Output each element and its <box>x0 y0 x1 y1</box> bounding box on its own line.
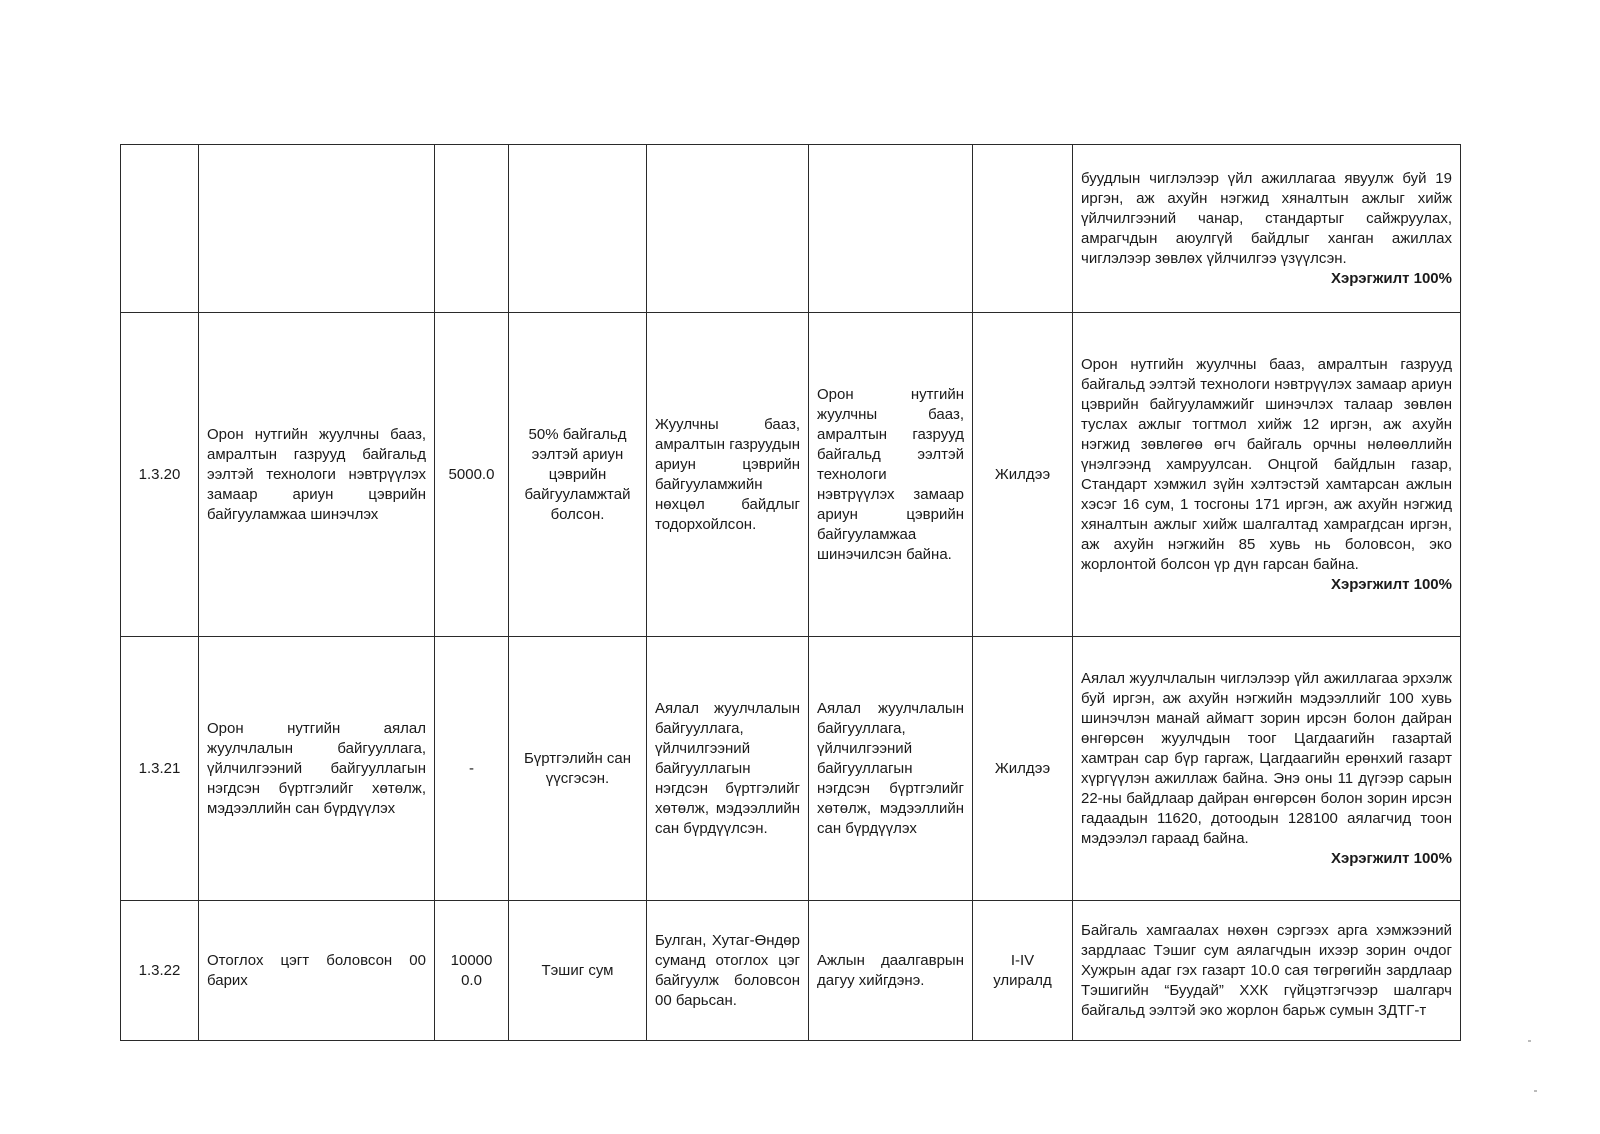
table-row <box>121 313 1461 637</box>
scan-speck <box>1528 1040 1531 1042</box>
report-cell <box>1073 901 1461 1041</box>
report-cell <box>1073 637 1461 901</box>
implementation-status: Хэрэгжилт 100% <box>1330 269 1452 287</box>
report-cell <box>1073 313 1461 637</box>
report-cell <box>1073 145 1461 313</box>
task-cell <box>199 145 435 313</box>
indicator-cell: Бүртгэлийн сан үүсгэсэн. <box>509 637 647 901</box>
table-row <box>121 637 1461 901</box>
budget-cell: - <box>435 637 509 901</box>
row-id <box>121 145 199 313</box>
task-cell: Орон нутгийн аялал жуулчлалын байгууллага, үйлчилгээний байгууллагын нэгдсэн бүртгэлийг хөтөлж, мэдээллийн сан бүрдүүлэх <box>199 637 435 901</box>
indicator-cell <box>509 145 647 313</box>
implementation-status: Хэрэгжилт 100% <box>1330 575 1452 593</box>
task-cell: Отоглох цэгт боловсон 00 барих <box>199 901 435 1041</box>
timeline-cell <box>973 145 1073 313</box>
expected-result-cell: Булган, Хутаг-Өндөр суманд отоглох цэг байгуулж боловсон 00 барьсан. <box>647 901 809 1041</box>
task-cell: Орон нутгийн жуулчны бааз, амралтын газрууд байгальд ээлтэй технологи нэвтрүүлэх замаар ариун цэврийн байгууламжаа шинэчлэх <box>199 313 435 637</box>
timeline-cell: I-IV улиралд <box>973 901 1073 1041</box>
budget-cell: 5000.0 <box>435 313 509 637</box>
row-id: 1.3.20 <box>121 313 199 637</box>
timeline-cell: Жилдээ <box>973 313 1073 637</box>
budget-cell: 10000 0.0 <box>435 901 509 1041</box>
report-text: Байгаль хамгаалах нөхөн сэргээх арга хэмжээний зардлаас Тэшиг сум аялагчдын ихээр зорин очдог Хужрын адаг гэх газарт 10.0 сая төгрөгийн зардлаар Тэшигийн “Буудай” ХХК гүйцэтгэгчээр шалгарч байгальд ээлтэй эко жорлон барьж сумын ЗДТГ-т <box>1081 921 1452 1019</box>
table-row <box>121 145 1461 313</box>
expected-result-cell: Аялал жуулчлалын байгууллага, үйлчилгээний байгууллагын нэгдсэн бүртгэлийг хөтөлж, мэдээллийн сан бүрдүүлсэн. <box>647 637 809 901</box>
report-text: буудлын чиглэлээр үйл ажиллагаа явуулж буй 19 иргэн, аж ахуйн нэгжид хяналтын ажлыг хийж үйлчилгээний чанар, стандартыг сайжруулах, амрагчдын аюулгүй байдлыг ханган ажиллах чиглэлээр зөвлөх үйлчилгээ үзүүлсэн. <box>1081 169 1452 267</box>
activity-cell <box>809 145 973 313</box>
report-text: Орон нутгийн жуулчны бааз, амралтын газрууд байгальд ээлтэй технологи нэвтрүүлэх замаар ариун цэврийн байгууламжийг шинэчлэх талаар зөвлөн туслах ажлыг тогтмол хийж 12 иргэн, аж ахуйн нэгжид зөвлөгөө өгч байгаль орчны нөлөөллийн үнэлгээнд хамруулсан. Онцгой байдлын газар, Стандарт хэмжил зүйн хэлтэстэй хамтарсан ажлын хэсэг 16 сум, 1 тосгоны 171 иргэн, аж ахуйн нэгжид хяналтын ажлыг хийж шалгалтад хамрагдсан иргэн, аж ахуйн нэгжийн 85 хувь нь боловсон, эко жорлонтой болсон үр дүн гарсан байна. <box>1081 355 1452 573</box>
row-id: 1.3.22 <box>121 901 199 1041</box>
expected-result-cell <box>647 145 809 313</box>
activity-cell: Орон нутгийн жуулчны бааз, амралтын газрууд байгальд ээлтэй технологи нэвтрүүлэх замаар ариун цэврийн байгууламжаа шинэчилсэн байна. <box>809 313 973 637</box>
indicator-cell: Тэшиг сум <box>509 901 647 1041</box>
timeline-cell: Жилдээ <box>973 637 1073 901</box>
table-row <box>121 901 1461 1041</box>
implementation-status: Хэрэгжилт 100% <box>1330 849 1452 867</box>
activity-cell: Аялал жуулчлалын байгууллага, үйлчилгээний байгууллагын нэгдсэн бүртгэлийг хөтөлж, мэдээллийн сан бүрдүүлэх <box>809 637 973 901</box>
budget-cell <box>435 145 509 313</box>
row-id: 1.3.21 <box>121 637 199 901</box>
indicator-cell: 50% байгальд ээлтэй ариун цэврийн байгууламжтай болсон. <box>509 313 647 637</box>
activity-cell: Ажлын даалгаврын дагуу хийгдэнэ. <box>809 901 973 1041</box>
action-plan-table <box>120 144 1461 1041</box>
report-text: Аялал жуулчлалын чиглэлээр үйл ажиллагаа эрхэлж буй иргэн, аж ахуйн нэгжийн мэдээллийг 100 хувь шинэчлэн манай аймагт зорин ирсэн болон дайран өнгөрсөн жуулчдын тоог Цагдаагийн газартай хамтран сар бүр гаргаж, Цагдаагийн ерөнхий газарт хүргүүлэн ажиллаж байна. Энэ оны 11 дүгээр сарын 22-ны байдлаар дайран өнгөрсөн болон зорин ирсэн гадаадын 11620, дотоодын 128100 аялагчид тоон мэдээлэл гараад байна. <box>1081 669 1452 847</box>
expected-result-cell: Жуулчны бааз, амралтын газруудын ариун цэврийн байгууламжийн нөхцөл байдлыг тодорхойлсон. <box>647 313 809 637</box>
scan-speck <box>1534 1090 1537 1092</box>
